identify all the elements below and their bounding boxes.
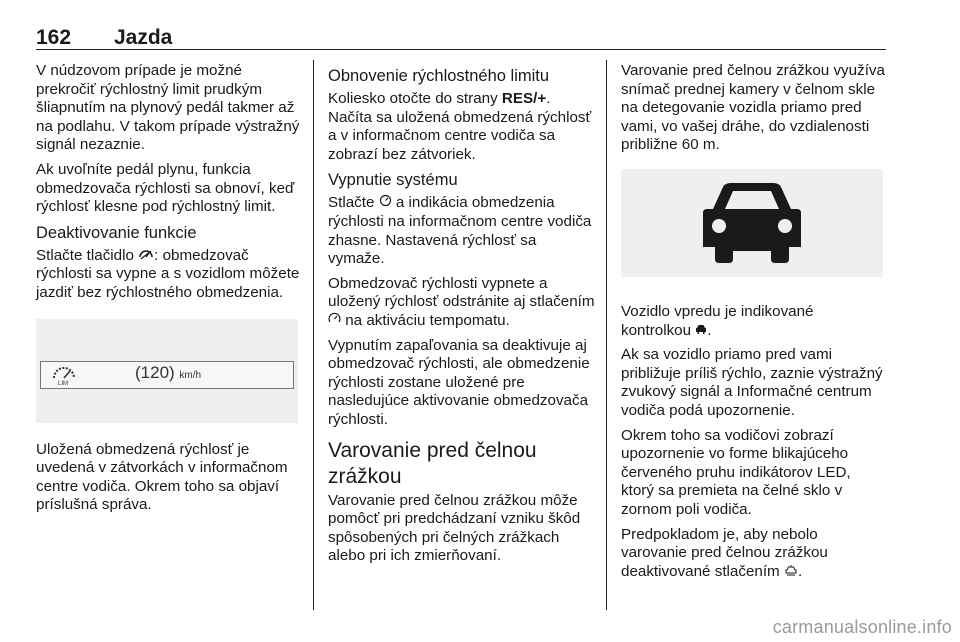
restore-heading: Obnovenie rýchlostného limitu: [328, 67, 550, 85]
column-divider-1: [313, 60, 314, 610]
limiter-display-figure: [36, 319, 298, 423]
switch-off-heading: Vypnutie systému: [328, 171, 458, 190]
approach-paragraph: Ak sa vozidlo priamo pred vami približuje príliš rýchlo, zaznie výstražný zvukový signál a Informačné centrum vodiča podá upozornenie.: [621, 346, 883, 419]
column-3: [621, 62, 887, 587]
limiter-button-icon: [138, 247, 154, 266]
lim-label: LIM: [58, 380, 69, 386]
vehicle-ahead-figure: [621, 169, 883, 277]
led-paragraph: Okrem toho sa vodičovi zobrazí upozornenie vo forme blikajúceho červeného pruhu indikátorov LED, ktorý sa premieta na čelné sklo v zornom poli vodiča.: [621, 426, 851, 518]
collision-heading: Varovanie pred čelnou zrážkou: [328, 438, 537, 488]
column-1: [36, 62, 302, 521]
page-header: [36, 26, 886, 50]
speed-unit: km/h: [179, 369, 202, 381]
stored-speed-readout: [135, 364, 201, 386]
cruise-control-icon: [328, 312, 341, 331]
indicator-paragraph: Vozidlo vpredu je indikované kontrolkou .: [621, 302, 814, 339]
camera-paragraph: Varovanie pred čelnou zrážkou využíva snímač prednej kamery v čelnom skle na detegovanie vozidla priamo pred vami, vo vašej dráhe, do vzdialenosti približne 60 m.: [621, 62, 885, 154]
cancel-button-icon: [379, 194, 392, 213]
restore-paragraph: Koliesko otočte do strany RES/+. Načíta sa uložená obmedzená rýchlosť a v informačnom centre vodiča sa zobrazí bez zátvoriek.: [328, 90, 592, 163]
cruise-paragraph: Obmedzovač rýchlosti vypnete a uložený rýchlosť odstránite aj stlačením na aktiváciu tempomatu.: [328, 274, 595, 329]
limiter-display-frame: [40, 361, 294, 389]
stored-speed-value: (120): [135, 362, 175, 382]
deactivate-heading: Deaktivovanie funkcie: [36, 223, 197, 242]
collision-alert-button-icon: [784, 563, 798, 582]
watermark: carmanualsonline.info: [772, 617, 952, 637]
release-paragraph: Ak uvoľníte pedál plynu, funkcia obmedzovača rýchlosti sa obnoví, keď rýchlosť klesne pod rýchlostný limit.: [36, 160, 295, 216]
speed-limiter-icon: [49, 364, 79, 386]
deactivate-paragraph: Stlačte tlačidlo : obmedzovač rýchlosti sa vypne a s vozidlom môžete jazdiť bez rýchlostného obmedzenia.: [36, 246, 300, 301]
ignition-paragraph: Vypnutím zapaľovania sa deaktivuje aj obmedzovač rýchlosti, ale obmedzenie rýchlosti zostane uložené pre nasledujúce aktivovanie obmedzovača rýchlosti.: [328, 336, 590, 428]
res-plus-label: RES/+: [501, 90, 547, 107]
header-rule: [36, 49, 886, 50]
column-2: [328, 62, 596, 572]
stored-speed-paragraph: Uložená obmedzená rýchlosť je uvedená v zátvorkách v informačnom centre vodiča. Okrem toho sa objaví príslušná správa.: [36, 440, 288, 514]
switch-off-paragraph: Stlačte a indikácia obmedzenia rýchlosti na informačnom centre vodiča zhasne. Nastavená rýchlosť sa vymaže.: [328, 194, 592, 268]
chapter-title: Jazda: [114, 26, 173, 49]
emergency-paragraph: V núdzovom prípade je možné prekročiť rýchlostný limit prudkým šliapnutím na plynový pedál takmer až na podlahu. V takom prípade výstražný signál nezaznie.: [36, 62, 300, 154]
column-divider-2: [606, 60, 607, 610]
page-number: 162: [36, 26, 72, 49]
prerequisite-paragraph: Predpokladom je, aby nebolo varovanie pred čelnou zrážkou deaktivované stlačením .: [621, 525, 828, 580]
collision-intro-paragraph: Varovanie pred čelnou zrážkou môže pomôcť pri predchádzaní vzniku škôd spôsobených pri čelných zrážkach alebo pri ich zmierňovaní.: [328, 491, 581, 565]
vehicle-ahead-icon: [621, 169, 883, 277]
vehicle-ahead-indicator-icon: [695, 322, 707, 341]
